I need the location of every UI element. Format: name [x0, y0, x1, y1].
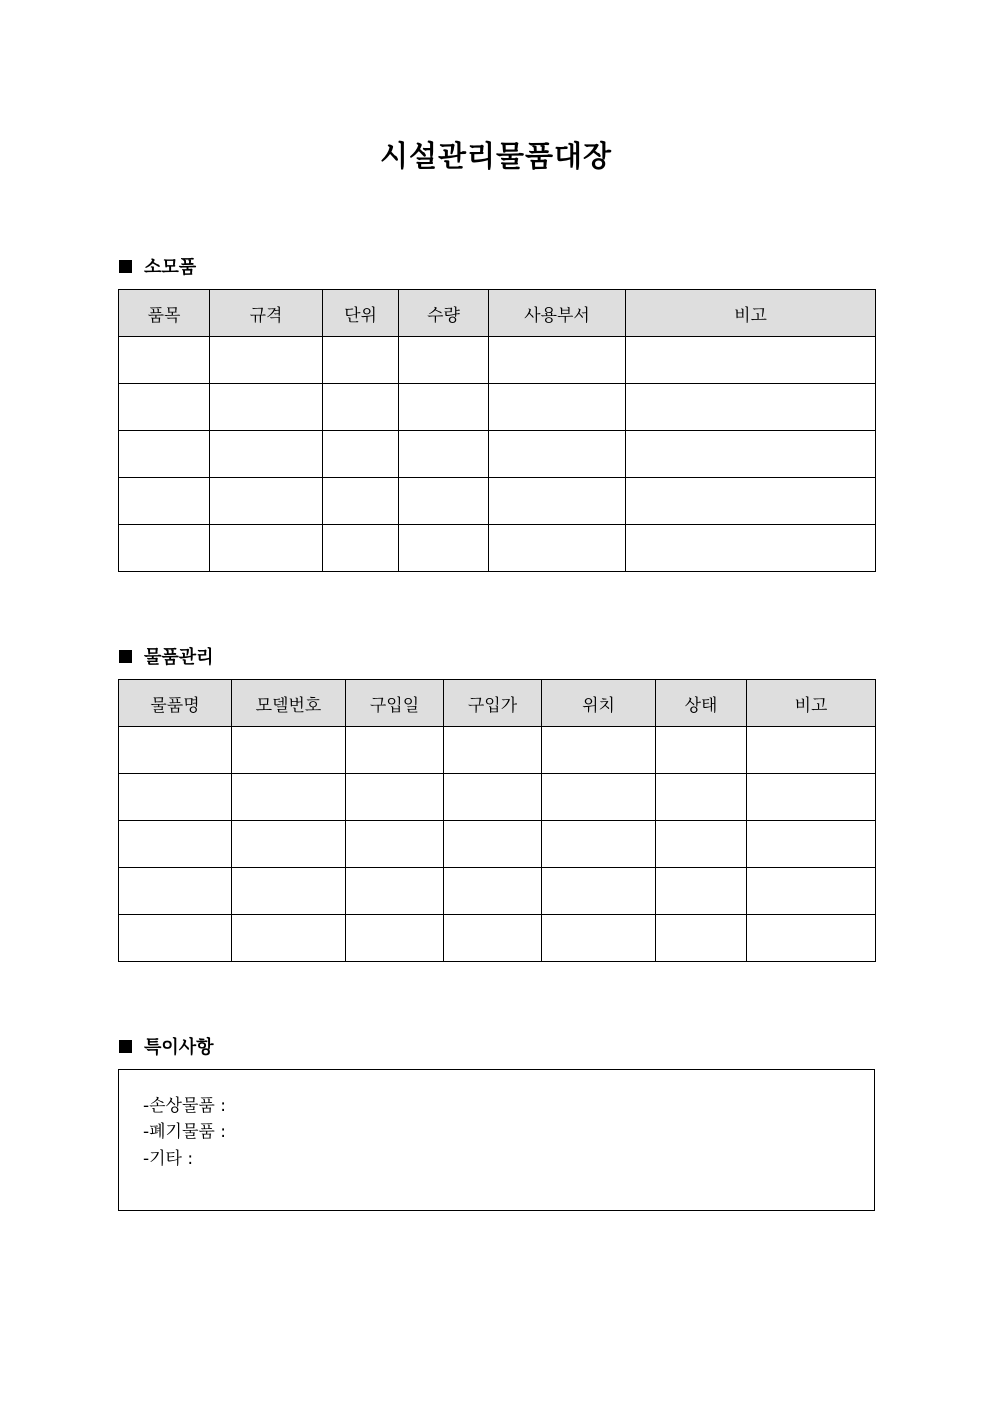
document-title: 시설관리물품대장 [379, 139, 613, 173]
table-cell [626, 525, 876, 572]
remarks-box [118, 1069, 875, 1211]
table-row [119, 727, 876, 774]
column-header-purchase-date: 구입일 [346, 680, 444, 727]
column-header-purchase-price: 구입가 [444, 680, 542, 727]
remarks-line-damaged: -손상물품 : [143, 1096, 226, 1116]
consumables-table [118, 289, 876, 572]
table-cell [747, 727, 876, 774]
table-cell [542, 727, 656, 774]
column-header-status: 상태 [656, 680, 747, 727]
column-header-department: 사용부서 [489, 290, 626, 337]
section-heading-label: 특이사항 [144, 1037, 214, 1058]
table-cell [444, 868, 542, 915]
table-row [119, 525, 876, 572]
table-cell [119, 727, 232, 774]
remarks-line-disposed: -폐기물품 : [143, 1122, 226, 1142]
table-cell [119, 384, 210, 431]
table-cell [626, 431, 876, 478]
column-header-remarks: 비고 [747, 680, 876, 727]
remarks-line-other: -기타 : [143, 1149, 194, 1169]
table-cell [323, 337, 399, 384]
table-cell [489, 431, 626, 478]
table-cell [399, 337, 489, 384]
table-cell [323, 431, 399, 478]
table-cell [489, 478, 626, 525]
table-cell [656, 727, 747, 774]
table-cell [119, 915, 232, 962]
table-cell [210, 384, 323, 431]
table-cell [489, 337, 626, 384]
square-bullet-icon [119, 650, 132, 663]
table-cell [232, 868, 346, 915]
table-cell [323, 384, 399, 431]
table-cell [656, 868, 747, 915]
table-cell [346, 727, 444, 774]
table-cell [119, 478, 210, 525]
table-cell [656, 915, 747, 962]
table-cell [210, 525, 323, 572]
table-cell [489, 525, 626, 572]
column-header-model-number: 모델번호 [232, 680, 346, 727]
section-heading-label: 소모품 [144, 257, 197, 278]
table-cell [119, 431, 210, 478]
table-cell [542, 821, 656, 868]
column-header-unit: 단위 [323, 290, 399, 337]
table-header-row [119, 680, 876, 727]
column-header-remarks: 비고 [626, 290, 876, 337]
table-cell [232, 727, 346, 774]
table-cell [346, 821, 444, 868]
table-cell [626, 478, 876, 525]
table-cell [399, 431, 489, 478]
table-cell [542, 915, 656, 962]
table-row [119, 915, 876, 962]
square-bullet-icon [119, 260, 132, 273]
table-row [119, 337, 876, 384]
table-cell [232, 821, 346, 868]
square-bullet-icon [119, 1040, 132, 1053]
table-cell [346, 915, 444, 962]
column-header-spec: 규격 [210, 290, 323, 337]
column-header-location: 위치 [542, 680, 656, 727]
table-cell [626, 384, 876, 431]
table-cell [444, 821, 542, 868]
table-cell [119, 868, 232, 915]
table-cell [626, 337, 876, 384]
table-cell [656, 774, 747, 821]
table-row [119, 384, 876, 431]
table-cell [323, 525, 399, 572]
table-header-row [119, 290, 876, 337]
table-cell [444, 774, 542, 821]
table-cell [323, 478, 399, 525]
section-heading-remarks [119, 1033, 214, 1059]
table-cell [119, 337, 210, 384]
table-cell [399, 478, 489, 525]
table-cell [232, 915, 346, 962]
table-cell [210, 431, 323, 478]
table-cell [444, 915, 542, 962]
table-cell [210, 478, 323, 525]
section-heading-consumables [119, 253, 196, 279]
table-cell [399, 525, 489, 572]
table-row [119, 478, 876, 525]
table-row [119, 774, 876, 821]
section-heading-label: 물품관리 [144, 647, 214, 668]
table-cell [232, 774, 346, 821]
table-cell [747, 774, 876, 821]
table-cell [542, 868, 656, 915]
table-cell [346, 868, 444, 915]
table-cell [489, 384, 626, 431]
column-header-item: 품목 [119, 290, 210, 337]
table-cell [119, 525, 210, 572]
item-management-table [118, 679, 876, 962]
column-header-item-name: 물품명 [119, 680, 232, 727]
table-cell [747, 868, 876, 915]
table-cell [399, 384, 489, 431]
column-header-quantity: 수량 [399, 290, 489, 337]
table-cell [346, 774, 444, 821]
section-heading-item-management [119, 643, 214, 669]
table-cell [747, 915, 876, 962]
table-cell [444, 727, 542, 774]
table-row [119, 821, 876, 868]
table-cell [542, 774, 656, 821]
table-row [119, 431, 876, 478]
table-row [119, 868, 876, 915]
table-cell [119, 821, 232, 868]
table-cell [210, 337, 323, 384]
table-cell [656, 821, 747, 868]
table-cell [747, 821, 876, 868]
table-cell [119, 774, 232, 821]
